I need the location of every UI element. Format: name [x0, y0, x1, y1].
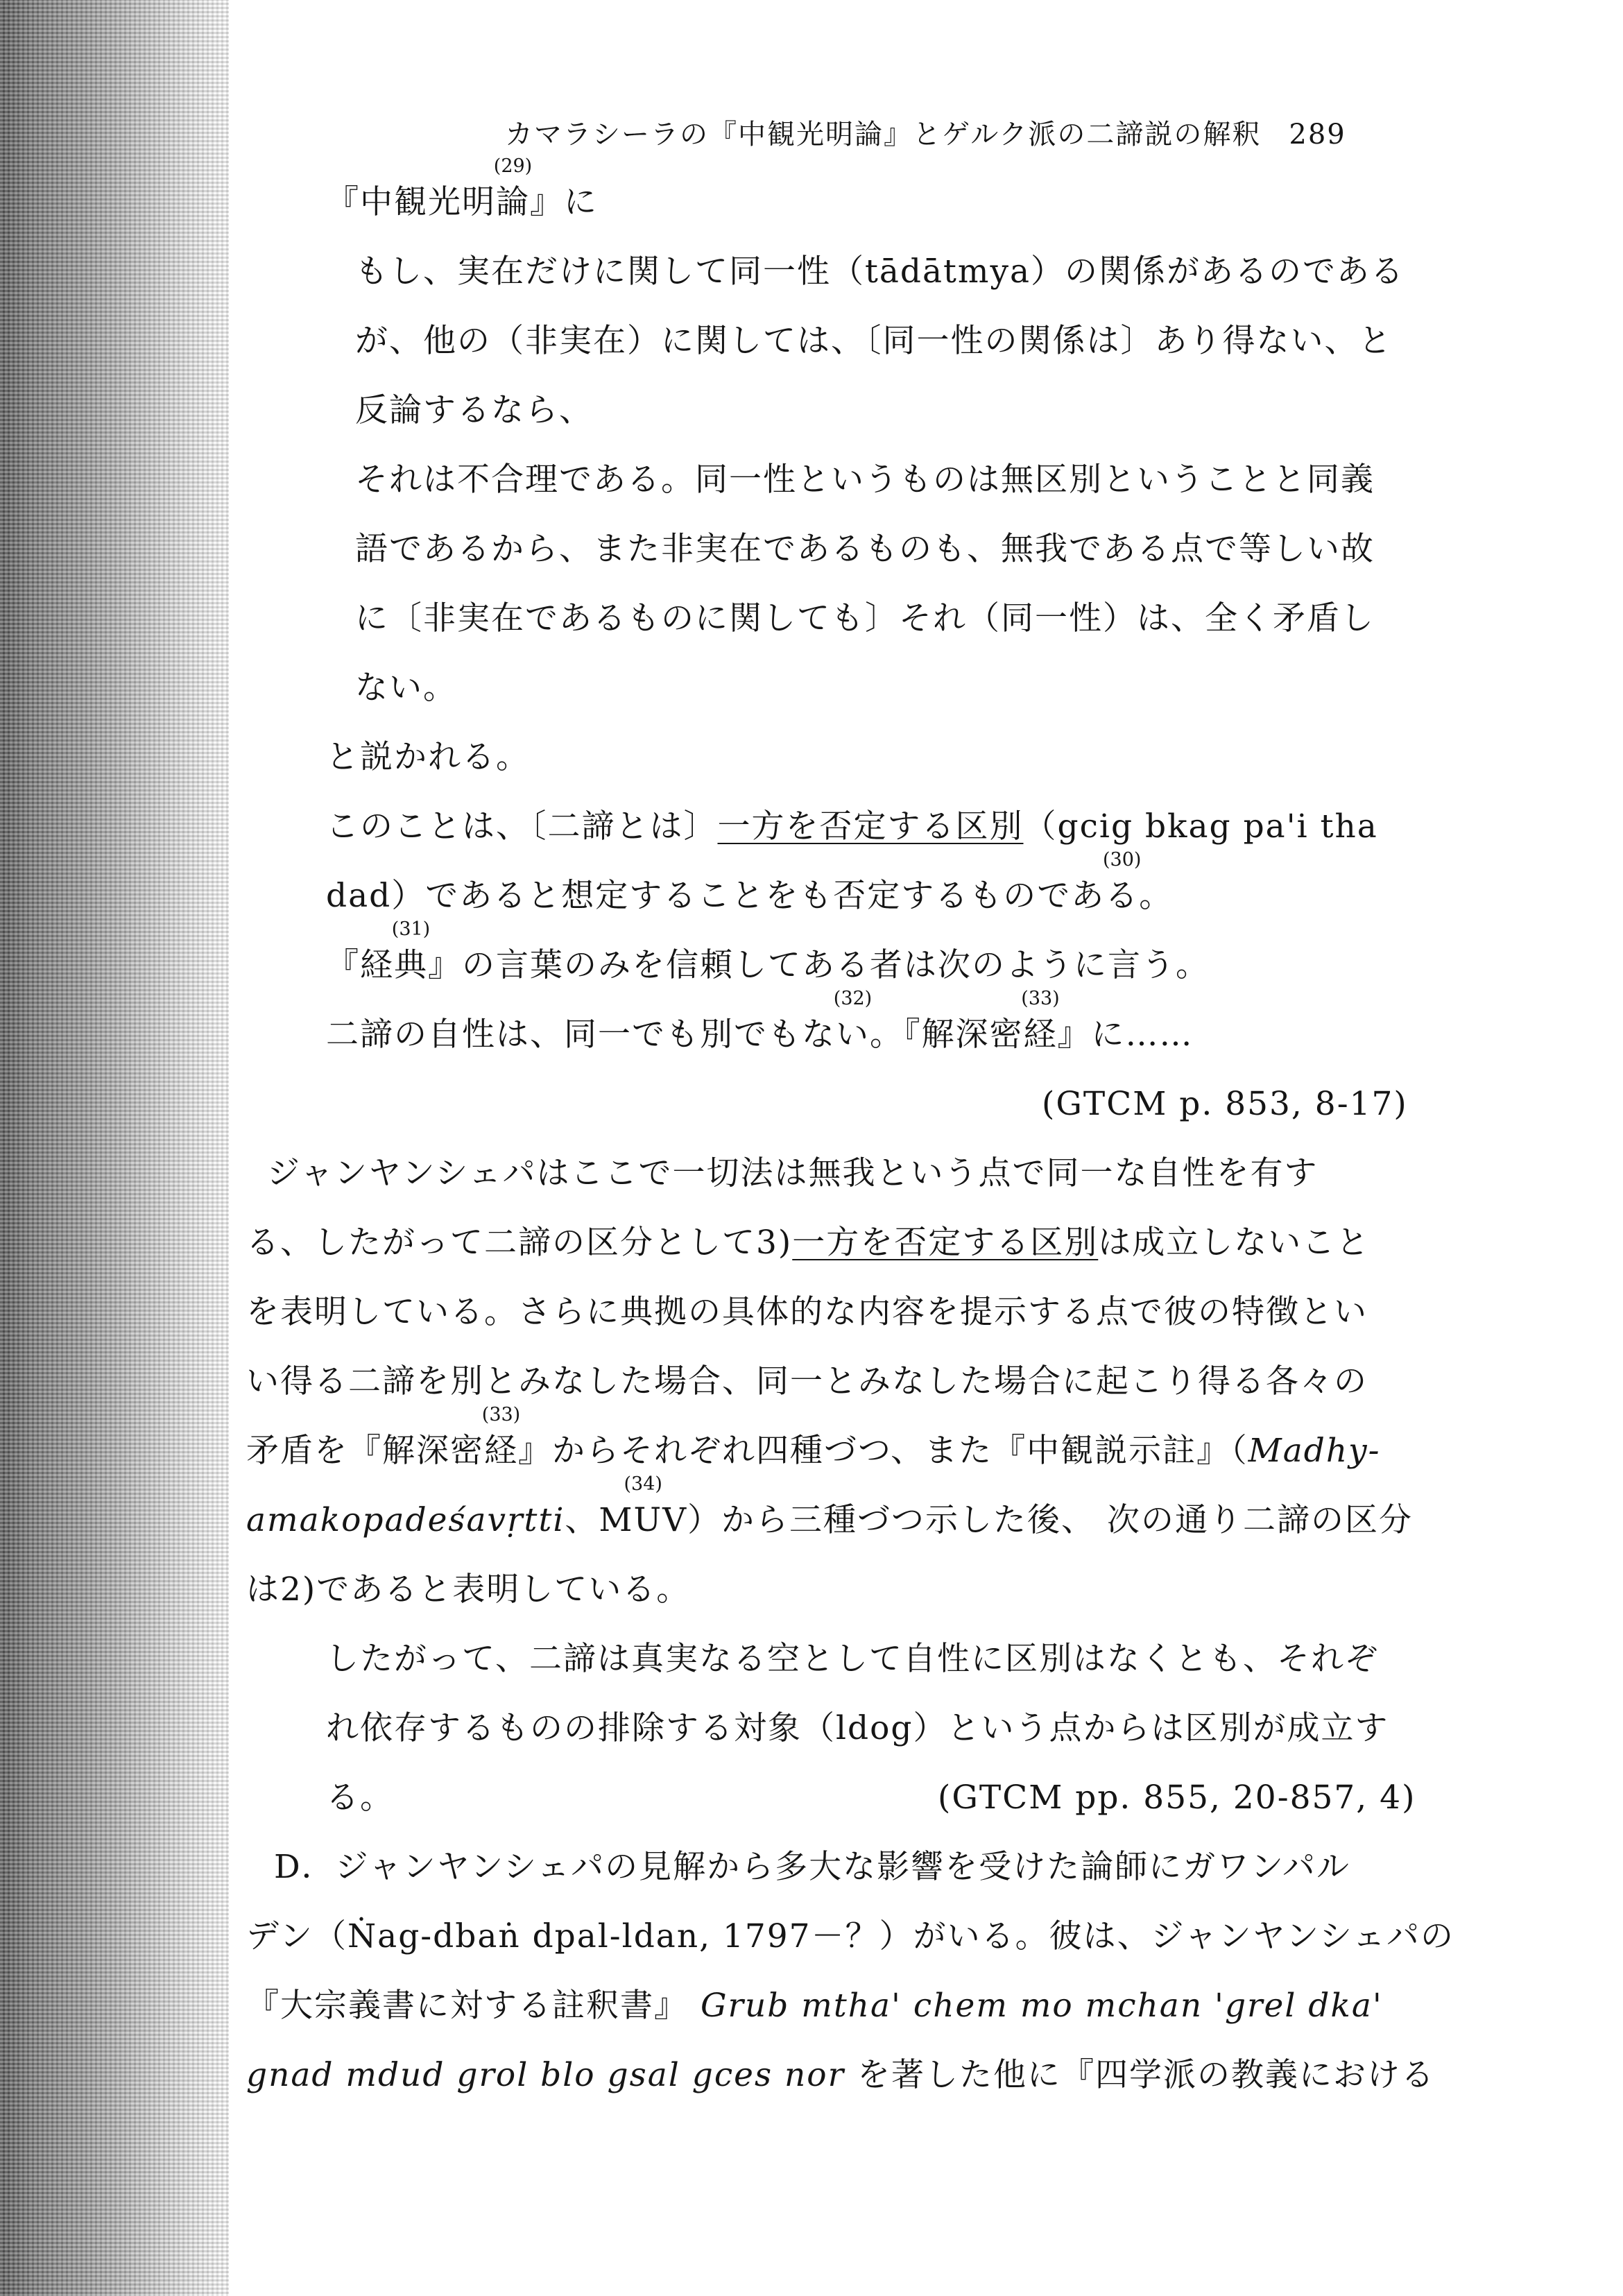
- text-line-16: [246, 1222, 1370, 1264]
- noted-glyph: [391, 918, 431, 986]
- text-line-5: それは不合理である。同一性というものは無区別ということと同義: [355, 461, 1375, 499]
- footnote-ref: (33): [481, 1404, 521, 1425]
- text-span: る、したがって二諦の区分として3): [246, 1224, 793, 1262]
- noted-glyph: [1102, 849, 1142, 917]
- noted-glyph: [481, 1404, 521, 1472]
- text-line-17: を表明している。さらに典拠の具体的な内容を提示する点で彼の特徴とい: [246, 1293, 1368, 1331]
- underlined-term: 一方を否定する区別: [792, 1224, 1099, 1262]
- text-line-6: 語であるから、また非実在であるものも、無我である点で等しい故: [355, 530, 1375, 568]
- text-line-3: が、他の（非実在）に関しては、〔同一性の関係は〕あり得ない、と: [355, 322, 1393, 360]
- text-span: 経: [1023, 1016, 1058, 1054]
- text-span: 論: [496, 183, 530, 221]
- text-span: 『経: [326, 946, 394, 984]
- running-title: カマラシーラの『中観光明論』とゲルク派の二諦説の解釈: [505, 119, 1262, 151]
- text-line-10: [326, 806, 1378, 848]
- text-span: 。: [1139, 877, 1174, 915]
- text-line-24: [326, 1777, 394, 1819]
- text-line-28: [246, 2055, 1435, 2096]
- noted-glyph: [599, 1473, 688, 1541]
- text-line-8: ない。: [355, 669, 457, 707]
- text-line-15: ジャンヤンシェパはここで一切法は無我という点で同一な自性を有す: [267, 1154, 1319, 1192]
- text-span: 『大宗義書に対する註釈書』: [246, 1987, 688, 2025]
- noted-glyph: [493, 155, 533, 223]
- page-number: 289: [1289, 119, 1346, 151]
- text-span: は成立しないこと: [1098, 1224, 1371, 1262]
- text-line-23: れ依存するものの排除する対象（ldog）という点からは区別が成立す: [326, 1709, 1389, 1747]
- noted-glyph: [1021, 988, 1060, 1056]
- text-line-9: と説かれる。: [326, 738, 530, 776]
- footnote-ref: (31): [391, 918, 431, 940]
- text-line-21: は2)であると表明している。: [246, 1570, 691, 1609]
- footnote-ref: (32): [833, 988, 873, 1009]
- text-line-13: [326, 988, 1194, 1056]
- text-span: 矛盾を『解深密: [246, 1432, 484, 1470]
- text-line-19: [246, 1404, 1381, 1472]
- text-line-1: [326, 155, 598, 223]
- text-span: 典: [394, 946, 428, 984]
- footnote-ref: (34): [624, 1473, 662, 1495]
- text-span: 二諦の自性は、同一でも別でもな: [326, 1016, 836, 1054]
- text-line-22: したがって、二諦は真実なる空として自性に区別はなくとも、それぞ: [326, 1640, 1380, 1678]
- citation-1: (GTCM p. 853, 8-17): [1042, 1085, 1408, 1123]
- text-line-27: [246, 1985, 1383, 2027]
- text-span: る。: [326, 1779, 394, 1817]
- italic-title: Grub mtha' chem mo mchan 'grel dka': [701, 1987, 1383, 2025]
- text-span: 』に: [530, 183, 598, 221]
- text-span: 。『解深密: [870, 1016, 1024, 1054]
- text-span: る: [1105, 877, 1140, 915]
- footnote-ref: (33): [1021, 988, 1060, 1009]
- text-line-26: デン（Ṅag-dbaṅ dpal-ldan, 1797－？）がいる。彼は、ジャンヤンシェパの: [246, 1917, 1455, 1955]
- scan-shadow-edge: [0, 0, 229, 2296]
- noted-glyph: [833, 988, 873, 1056]
- text-line-20: [246, 1473, 1414, 1541]
- text-line-7: に〔非実在であるものに関しても〕それ（同一性）は、全く矛盾し: [355, 599, 1375, 637]
- text-span: を著した他に『四学派の教義における: [857, 2056, 1436, 2094]
- text-span: 』の言葉のみを信頼してある者は次のように言う。: [428, 946, 1210, 984]
- underlined-term: 一方を否定する区別: [717, 807, 1024, 846]
- text-span: 』からそれぞれ四種づつ、また『中観説示註』（: [518, 1432, 1248, 1470]
- italic-title: amakopadeśavṛtti: [246, 1501, 565, 1539]
- italic-title: Madhy-: [1248, 1432, 1381, 1470]
- footnote-ref: (30): [1102, 849, 1142, 871]
- text-line-18: い得る二諦を別とみなした場合、同一とみなした場合に起こり得る各々の: [246, 1362, 1368, 1400]
- text-line-25: D．ジャンヤンシェパの見解から多大な影響を受けた論師にガワンパル: [274, 1848, 1350, 1886]
- text-span: 『中観光明: [326, 183, 496, 221]
- text-span: 』に……: [1057, 1016, 1194, 1054]
- text-span: 経: [484, 1432, 518, 1470]
- footnote-ref: (29): [493, 155, 533, 177]
- running-header: [505, 114, 1346, 155]
- text-span: い: [836, 1016, 870, 1054]
- citation-2: (GTCM pp. 855, 20-857, 4): [938, 1779, 1416, 1817]
- text-span: MUV: [599, 1501, 688, 1539]
- text-line-11: [326, 849, 1174, 917]
- text-line-2: もし、実在だけに関して同一性（tādātmya）の関係があるのである: [355, 252, 1405, 291]
- text-line-4: 反論するなら、: [355, 391, 593, 429]
- text-span: （gcig bkag pa'i tha: [1023, 807, 1378, 846]
- text-span: ）から三種づつ示した後、 次の通り二諦の区分: [687, 1501, 1414, 1539]
- italic-title: gnad mdud grol blo gsal gces nor: [246, 2056, 845, 2094]
- text-line-12: [326, 918, 1210, 986]
- text-span: 、: [565, 1501, 599, 1539]
- text-span: dad）であると想定することをも否定するものであ: [326, 877, 1106, 915]
- text-span: このことは、〔二諦とは〕: [326, 807, 718, 846]
